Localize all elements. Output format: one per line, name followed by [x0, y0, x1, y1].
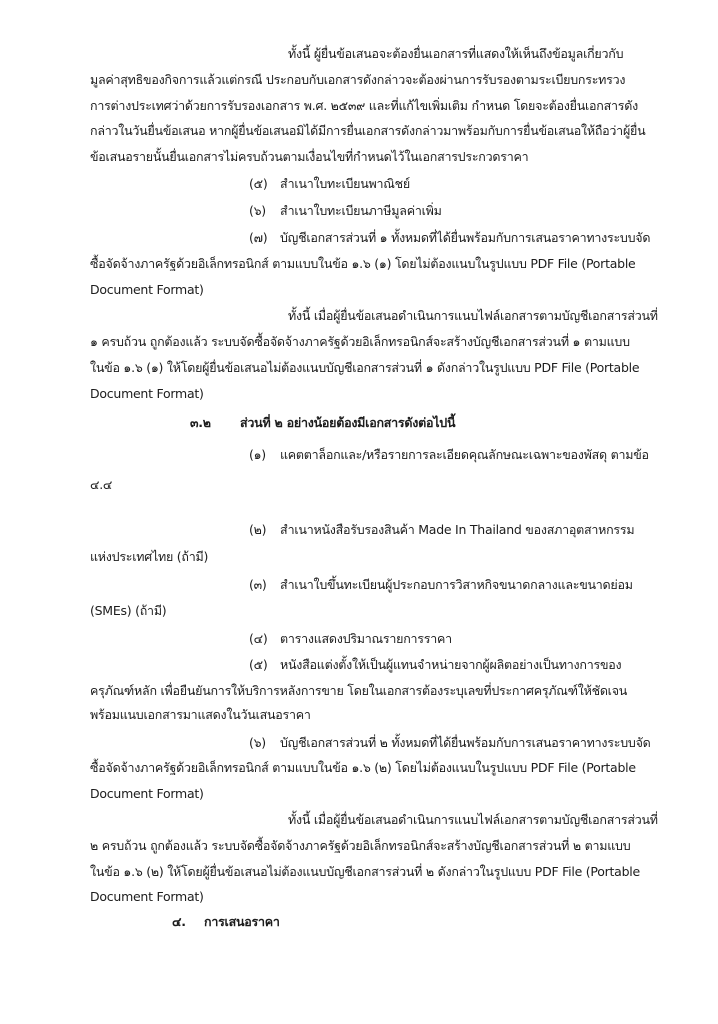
paragraph-line: ๒ ครบถ้วน ถูกต้องแล้ว ระบบจัดซื้อจัดจ้างภาครัฐด้วยอิเล็กทรอนิกส์จะสร้างบัญชีเอกสารส่วนที่ ๒ ตามแบบ	[90, 838, 631, 853]
list-item: สำเนาใบทะเบียนพาณิชย์	[280, 176, 410, 191]
section-number: ๓.๒	[190, 415, 211, 430]
item-number: (๔)	[249, 631, 268, 646]
paragraph-line: ๑ ครบถ้วน ถูกต้องแล้ว ระบบจัดซื้อจัดจ้างภาครัฐด้วยอิเล็กทรอนิกส์จะสร้างบัญชีเอกสารส่วนที่ ๑ ตามแบบ	[90, 334, 630, 349]
item-number: (๒)	[249, 522, 267, 537]
item-number: (๕)	[249, 176, 268, 191]
item-number: (๓)	[249, 577, 267, 592]
list-item-continuation: พร้อมแนบเอกสารมาแสดงในวันเสนอราคา	[90, 707, 311, 722]
list-item-continuation: (SMEs) (ถ้ามี)	[90, 603, 167, 618]
list-item-continuation: ซื้อจัดจ้างภาครัฐด้วยอิเล็กทรอนิกส์ ตามแบบในข้อ ๑.๖ (๒) โดยไม่ต้องแนบในรูปแบบ PDF File (Portable	[90, 760, 636, 775]
item-number: (๑)	[249, 447, 266, 462]
list-item-continuation: Document Format)	[90, 282, 204, 297]
list-item: สำเนาใบขึ้นทะเบียนผู้ประกอบการวิสาหกิจขนาดกลางและขนาดย่อม	[280, 577, 633, 592]
section-heading: ส่วนที่ ๒ อย่างน้อยต้องมีเอกสารดังต่อไปนี้	[240, 415, 456, 430]
paragraph-line: กล่าวในวันยื่นข้อเสนอ หากผู้ยื่นข้อเสนอมิได้มีการยื่นเอกสารดังกล่าวมาพร้อมกับการยื่นข้อเสนอให้ถือว่าผู้ยื่น	[90, 123, 646, 138]
item-number: (๖)	[249, 735, 266, 750]
list-item-continuation: Document Format)	[90, 786, 204, 801]
list-item: ตารางแสดงปริมาณรายการราคา	[280, 631, 452, 646]
list-item-continuation: ซื้อจัดจ้างภาครัฐด้วยอิเล็กทรอนิกส์ ตามแบบในข้อ ๑.๖ (๑) โดยไม่ต้องแนบในรูปแบบ PDF File (Portable	[90, 256, 636, 271]
list-item: หนังสือแต่งตั้งให้เป็นผู้แทนจำหน่ายจากผู้ผลิตอย่างเป็นทางการของ	[280, 657, 622, 672]
paragraph-line: ทั้งนี้ เมื่อผู้ยื่นข้อเสนอดำเนินการแนบไฟล์เอกสารตามบัญชีเอกสารส่วนที่	[288, 308, 658, 323]
paragraph-line: การต่างประเทศว่าด้วยการรับรองเอกสาร พ.ศ. ๒๕๓๙ และที่แก้ไขเพิ่มเติม กำหนด โดยจะต้องยื่นเอกสารดัง	[90, 98, 638, 113]
list-item: แคตตาล็อกและ/หรือรายการละเอียดคุณลักษณะเฉพาะของพัสดุ ตามข้อ	[280, 447, 649, 462]
section-heading: การเสนอราคา	[204, 914, 280, 929]
item-number: (๕)	[249, 657, 268, 672]
list-item: บัญชีเอกสารส่วนที่ ๑ ทั้งหมดที่ได้ยื่นพร้อมกับการเสนอราคาทางระบบจัด	[280, 230, 651, 245]
list-item-continuation: แห่งประเทศไทย (ถ้ามี)	[90, 549, 209, 564]
list-item: บัญชีเอกสารส่วนที่ ๒ ทั้งหมดที่ได้ยื่นพร้อมกับการเสนอราคาทางระบบจัด	[280, 735, 651, 750]
list-item: สำเนาหนังสือรับรองสินค้า Made In Thailand ของสภาอุตสาหกรรม	[280, 522, 635, 537]
item-number: (๗)	[249, 230, 268, 245]
paragraph-line: มูลค่าสุทธิของกิจการแล้วแต่กรณี ประกอบกับเอกสารดังกล่าวจะต้องผ่านการรับรองตามระเบียบกระทรวง	[90, 72, 626, 87]
paragraph-line: ทั้งนี้ เมื่อผู้ยื่นข้อเสนอดำเนินการแนบไฟล์เอกสารตามบัญชีเอกสารส่วนที่	[288, 812, 658, 827]
paragraph-line: ในข้อ ๑.๖ (๑) ให้โดยผู้ยื่นข้อเสนอไม่ต้องแนบบัญชีเอกสารส่วนที่ ๑ ดังกล่าวในรูปแบบ PDF File (Portable	[90, 360, 640, 375]
paragraph-line: ทั้งนี้ ผู้ยื่นข้อเสนอจะต้องยื่นเอกสารที่แสดงให้เห็นถึงข้อมูลเกี่ยวกับ	[288, 46, 624, 61]
paragraph-line: Document Format)	[90, 386, 204, 401]
paragraph-line: ในข้อ ๑.๖ (๒) ให้โดยผู้ยื่นข้อเสนอไม่ต้องแนบบัญชีเอกสารส่วนที่ ๒ ดังกล่าวในรูปแบบ PDF File (Portable	[90, 864, 640, 879]
paragraph-line: ข้อเสนอรายนั้นยื่นเอกสารไม่ครบถ้วนตามเงื่อนไขที่กำหนดไว้ในเอกสารประกวดราคา	[90, 149, 529, 164]
list-item-continuation: ครุภัณฑ์หลัก เพื่อยืนยันการให้บริการหลังการขาย โดยในเอกสารต้องระบุเลขที่ประกาศครุภัณฑ์ให้ชัดเจน	[90, 683, 628, 698]
paragraph-line: Document Format)	[90, 889, 204, 904]
list-item-continuation: ๔.๔	[90, 477, 113, 492]
list-item: สำเนาใบทะเบียนภาษีมูลค่าเพิ่ม	[280, 203, 442, 218]
item-number: (๖)	[249, 203, 266, 218]
section-number: ๔.	[172, 914, 186, 929]
